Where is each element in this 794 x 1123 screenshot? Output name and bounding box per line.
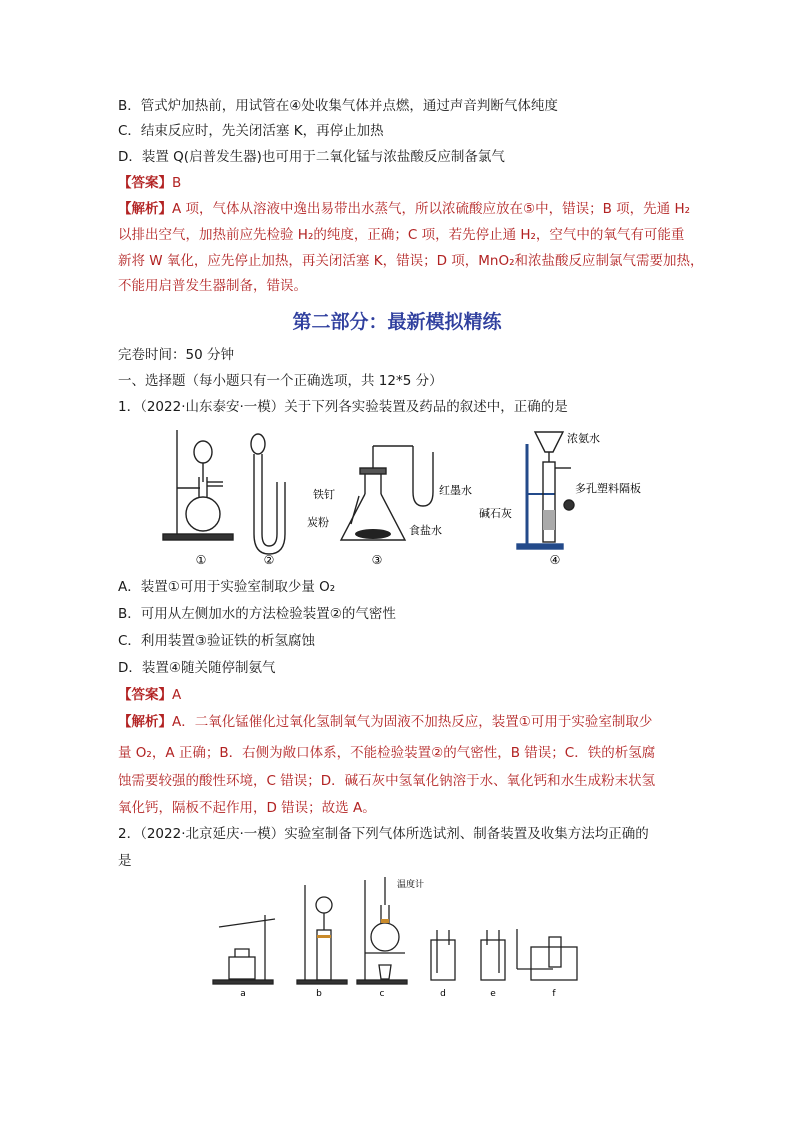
prev-answer: [118, 173, 181, 193]
conc-ammonia-label: 浓氨水: [567, 432, 600, 445]
prev-analysis-line-4: 不能用启普发生器制备，错误。: [118, 278, 307, 294]
q1-option-d: D．装置④随关随停制氨气: [118, 660, 276, 676]
figure-label-a: a: [240, 989, 246, 999]
q1-analysis-line-1: [118, 712, 652, 732]
porous-plate-label: 多孔塑料隔板: [575, 482, 641, 495]
thermometer-label: 温度计: [397, 880, 425, 890]
answer-tag: 【答案】: [118, 687, 172, 703]
carbon-powder-label: 炭粉: [307, 516, 329, 529]
analysis-tag: 【解析】: [118, 201, 172, 217]
soda-lime-label: 碱石灰: [479, 507, 512, 520]
q1-analysis-line-3: 蚀需要较强的酸性环境，C 错误；D．碱石灰中氢氧化钠溶于水、氧化钙和水生成粉末状氢: [118, 773, 656, 789]
figure-label-2: ②: [263, 553, 275, 567]
q1-option-b: B．可用从左侧加水的方法检验装置②的气密性: [118, 606, 396, 622]
answer-tag: 【答案】: [118, 175, 172, 191]
iron-nail-label: 铁钉: [313, 488, 335, 501]
prev-analysis-line-2: 以排出空气，加热前应先检验 H₂的纯度，正确；C 项，若先停止通 H₂，空气中的氧气有可能重: [118, 227, 685, 243]
figure-label-d: d: [440, 989, 446, 999]
q2-stem-line-2: 是: [118, 853, 132, 869]
figure-label-1: ①: [195, 553, 207, 567]
section-title: 第二部分：最新模拟精练: [292, 311, 502, 333]
q1-answer: [118, 685, 181, 705]
prev-option-c: C．结束反应时，先关闭活塞 K，再停止加热: [118, 123, 384, 139]
q1-option-a: A．装置①可用于实验室制取少量 O₂: [118, 579, 336, 595]
prev-option-b: B．管式炉加热前，用试管在④处收集气体并点燃，通过声音判断气体纯度: [118, 98, 558, 114]
q1-apparatus-figure: [155, 422, 655, 572]
red-ink-label: 红墨水: [439, 484, 472, 497]
answer-value: A: [172, 687, 182, 703]
figure-label-c: c: [379, 989, 385, 999]
figure-label-f: f: [552, 989, 556, 999]
q1-analysis-line-2: 量 O₂，A 正确；B．右侧为敞口体系，不能检验装置②的气密性，B 错误；C．铁的析氢腐: [118, 745, 656, 761]
analysis-tag: 【解析】: [118, 714, 172, 730]
prev-analysis-line-3: 新将 W 氧化，应先停止加热，再关闭活塞 K，错误；D 项，MnO₂和浓盐酸反应制氯气需要加热，: [118, 253, 704, 269]
q2-apparatus-figure: [205, 875, 595, 1000]
part-one-title: 一、选择题（每小题只有一个正确选项，共 12*5 分）: [118, 373, 443, 389]
q1-stem: 1．（2022·山东泰安·一模）关于下列各实验装置及药品的叙述中，正确的是: [118, 399, 568, 415]
q1-option-c: C．利用装置③验证铁的析氢腐蚀: [118, 633, 316, 649]
q2-stem-line-1: 2．（2022·北京延庆·一模）实验室制备下列气体所选试剂、制备装置及收集方法均正确的: [118, 826, 649, 842]
salt-water-label: 食盐水: [409, 524, 442, 537]
analysis-text: A．二氧化锰催化过氧化氢制氧气为固液不加热反应，装置①可用于实验室制取少: [172, 714, 653, 730]
q1-analysis-line-4: 氧化钙，隔板不起作用，D 错误；故选 A。: [118, 800, 376, 816]
figure-label-4: ④: [549, 553, 561, 567]
figure-label-e: e: [490, 989, 496, 999]
analysis-text: A 项，气体从溶液中逸出易带出水蒸气，所以浓硫酸应放在⑤中，错误；B 项，先通 H₂: [172, 201, 691, 217]
prev-analysis-line-1: [118, 199, 690, 219]
prev-option-d: D．装置 Q(启普发生器)也可用于二氧化锰与浓盐酸反应制备氯气: [118, 149, 505, 165]
figure-label-b: b: [316, 989, 322, 999]
figure-label-3: ③: [371, 553, 383, 567]
exam-time: 完卷时间：50 分钟: [118, 347, 234, 363]
answer-value: B: [172, 175, 182, 191]
